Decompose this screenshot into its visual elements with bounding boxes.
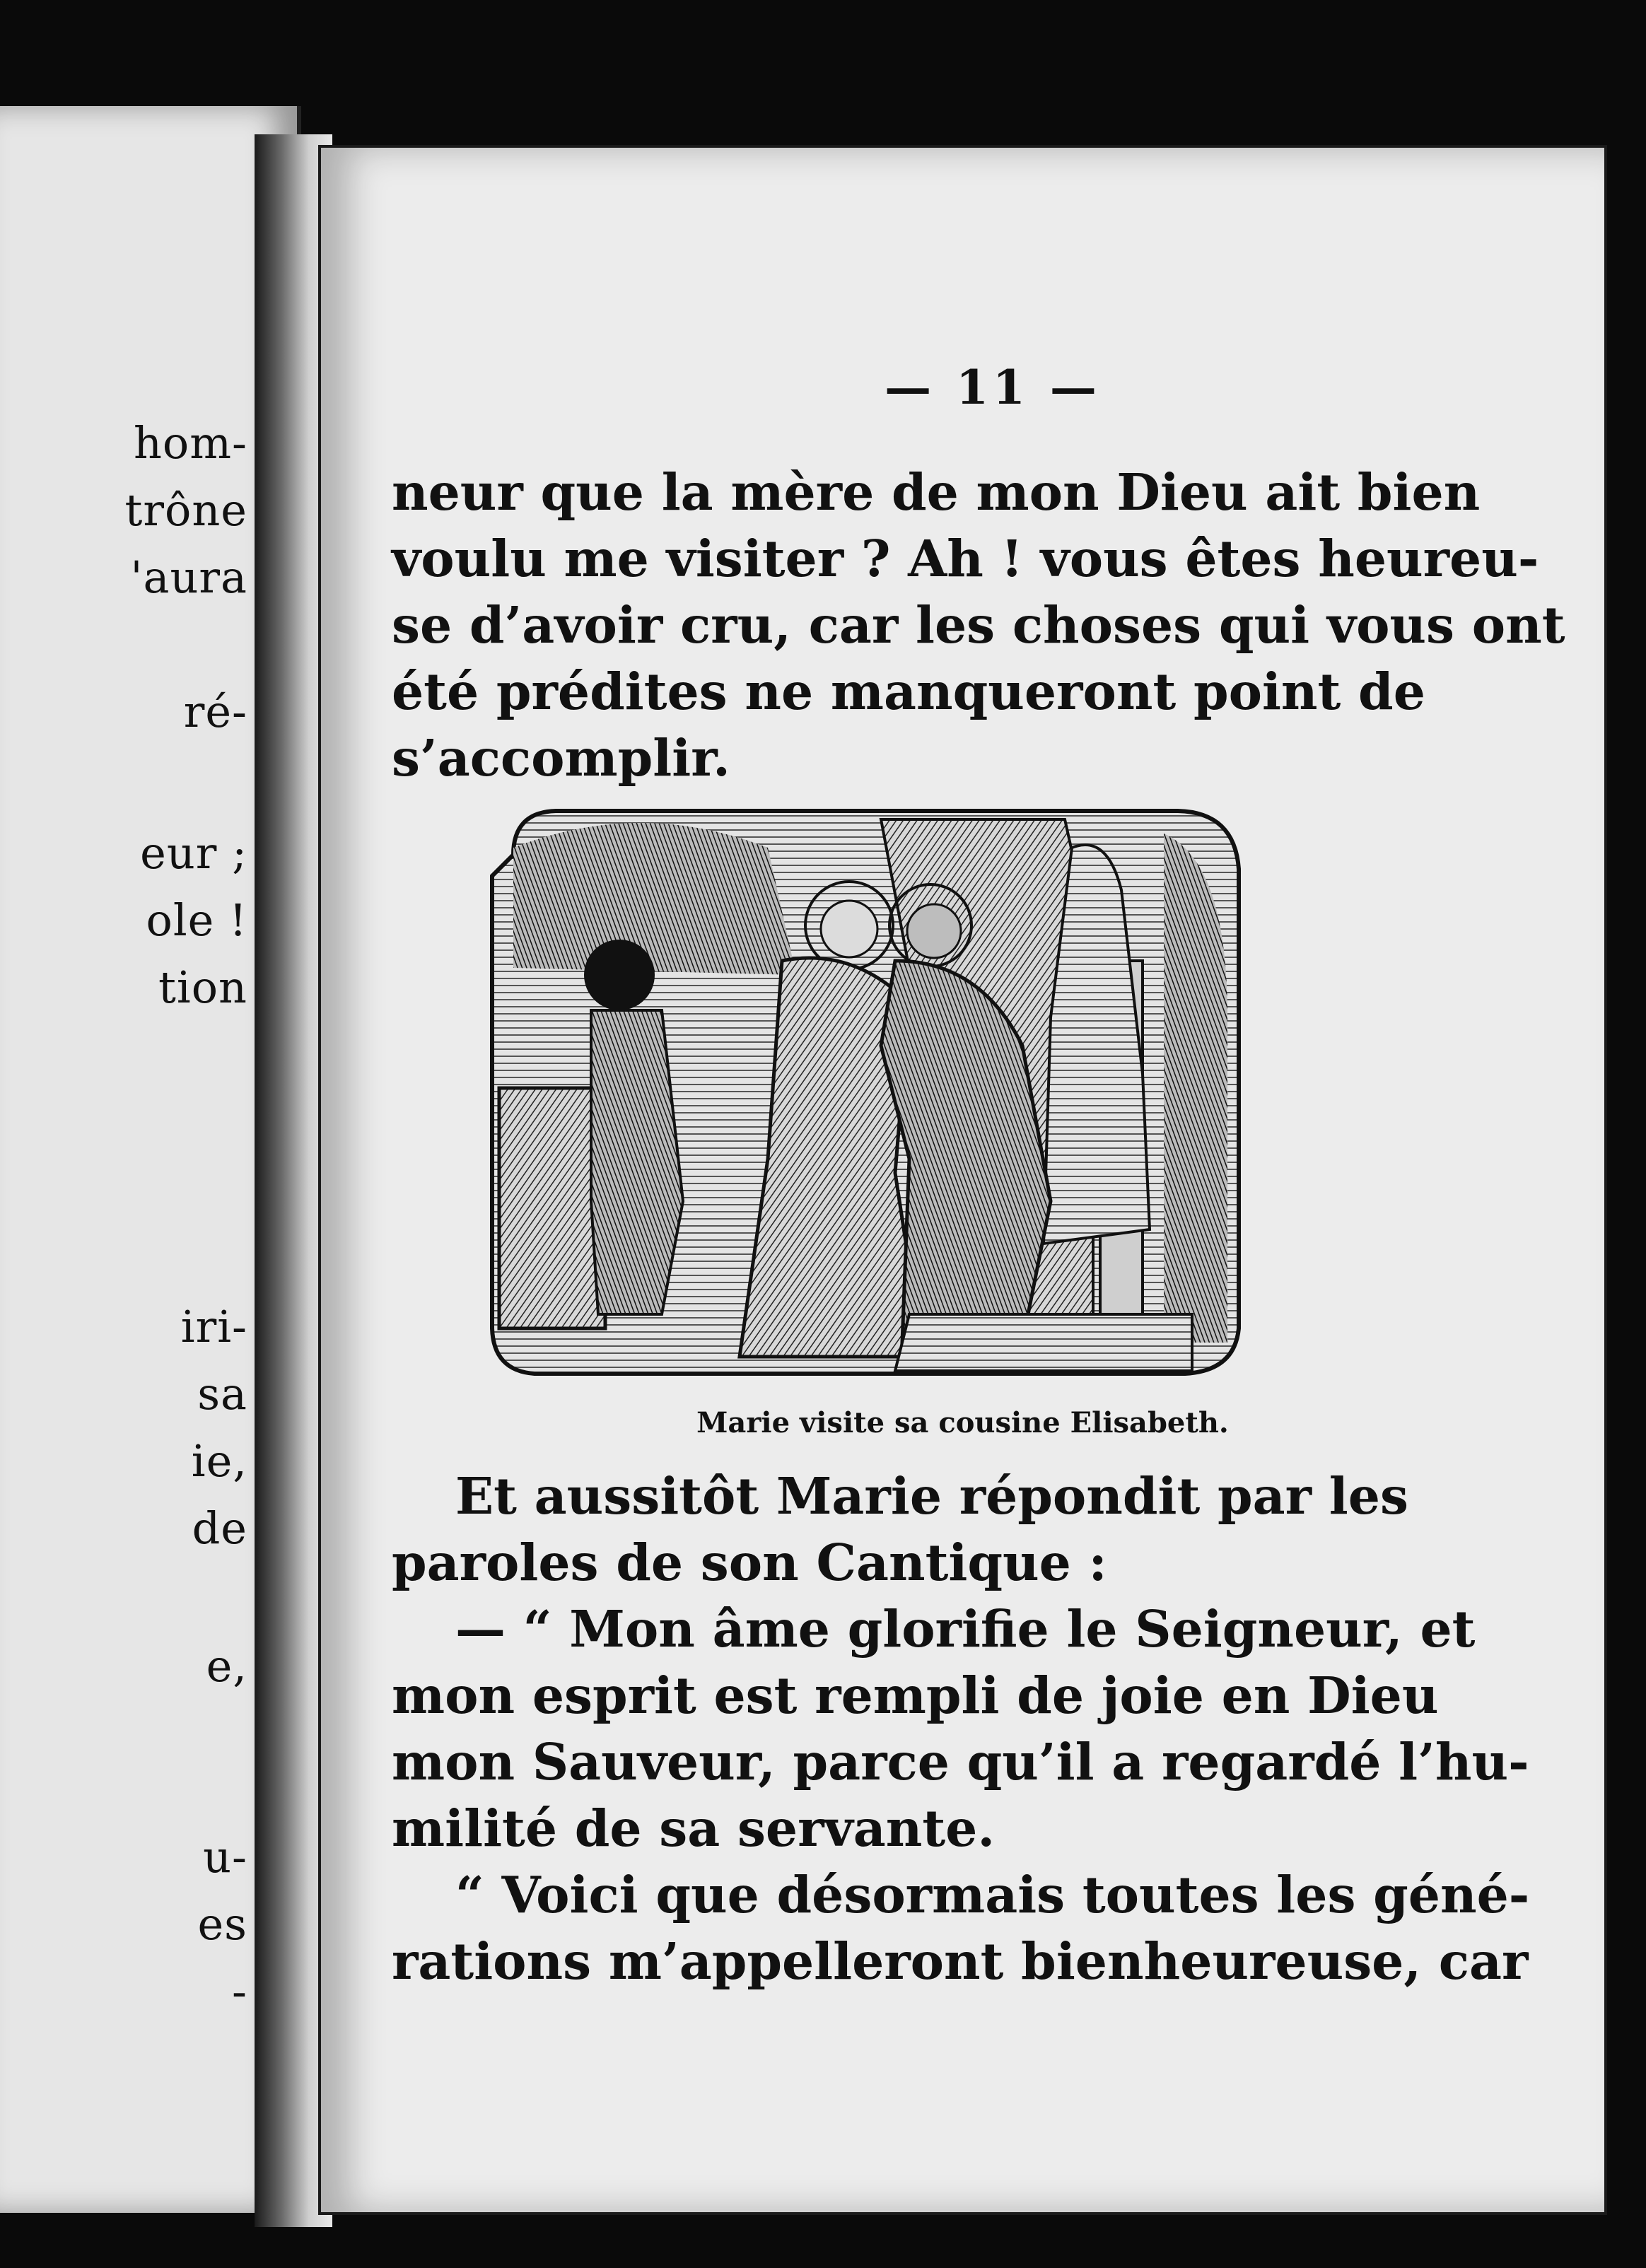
text-line: “ Voici que désormais toutes les géné- (455, 1865, 1530, 1924)
paragraph-1 (392, 459, 1565, 791)
text-line: mon Sauveur, parce qu’il a regardé l’hu- (392, 1732, 1529, 1791)
left-fragment: ie, (191, 1435, 247, 1487)
text-line: paroles de son Cantique : (392, 1533, 1107, 1592)
engraving-illustration (485, 805, 1243, 1376)
left-fragment: u- (203, 1831, 247, 1883)
left-fragment: iri- (180, 1301, 247, 1352)
text-line: mon esprit est rempli de joie en Dieu (392, 1666, 1439, 1725)
left-fragment: sa (197, 1368, 247, 1420)
illustration-caption: Marie visite sa cousine Elisabeth. (696, 1406, 1229, 1439)
text-line: neur que la mère de mon Dieu ait bien (392, 462, 1481, 522)
left-fragment: e, (206, 1640, 247, 1692)
text-line: milité de sa servante. (392, 1799, 996, 1858)
left-fragment: ré- (183, 686, 247, 737)
left-fragment: tion (158, 961, 247, 1013)
text-line: se d’avoir cru, car les choses qui vous ont (392, 595, 1565, 655)
left-fragment: eur ; (140, 827, 247, 879)
paragraph-2 (392, 1463, 1530, 1994)
page-number: — 11 — (885, 360, 1101, 415)
left-fragment: es (197, 1898, 247, 1950)
text-line: s’accomplir. (392, 728, 730, 788)
text-line: rations m’appelleront bienheureuse, car (392, 1931, 1529, 1991)
left-fragment: - (232, 1965, 247, 2017)
left-fragment: hom- (134, 417, 247, 469)
left-fragment: trône (124, 484, 247, 536)
text-line: Et aussitôt Marie répondit par les (455, 1466, 1408, 1526)
left-fragment: de (192, 1502, 247, 1554)
left-fragment: ole ! (146, 894, 247, 946)
text-line: — “ Mon âme glorifie le Seigneur, et (455, 1599, 1476, 1659)
left-fragment: 'aura (130, 551, 247, 603)
text-line: été prédites ne manqueront point de (392, 662, 1425, 721)
text-line: voulu me visiter ? Ah ! vous êtes heureu- (392, 529, 1539, 588)
right-page (318, 145, 1607, 2215)
